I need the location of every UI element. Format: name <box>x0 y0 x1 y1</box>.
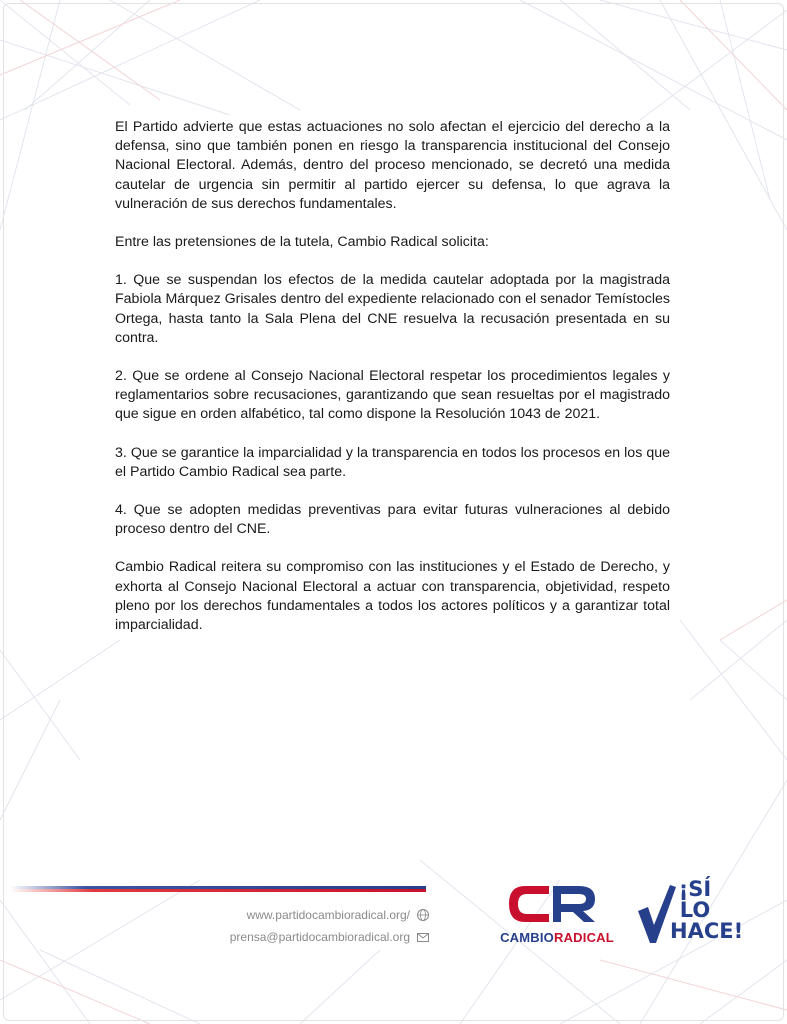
globe-icon <box>416 908 430 922</box>
paragraph-request-1: 1. Que se suspendan los efectos de la medida cautelar adoptada por la magistrada Fabiola Márquez Grisales dentro del expediente relacionado con el senador Temístocles Ortega, hasta tanto la Sala Plena del CNE resuelva la recusación presentada en su contra. <box>115 272 670 346</box>
letter-body <box>115 118 670 654</box>
slogan-badge <box>636 877 744 947</box>
footer-color-bar <box>10 886 426 892</box>
footer-red-stripe <box>10 889 426 892</box>
slogan-line-3: HACE! <box>670 919 744 943</box>
logo-wordmark <box>487 930 627 945</box>
paragraph-request-3: 3. Que se garantice la imparcialidad y la transparencia en todos los procesos en los que el Partido Cambio Radical sea parte. <box>115 444 670 480</box>
paragraph-requests-heading: Entre las pretensiones de la tutela, Cambio Radical solicita: <box>115 234 489 251</box>
email-link[interactable]: prensa@partidocambioradical.org <box>229 930 410 944</box>
paragraph-closing: Cambio Radical reitera su compromiso con las instituciones y el Estado de Derecho, y exhorta al Consejo Nacional Electoral a actuar con transparencia, objetividad, respeto pleno por los derechos fundamentales a todos los actores políticos y a garantizar total imparcialidad. <box>115 559 670 634</box>
email-row[interactable] <box>215 926 430 948</box>
website-link[interactable]: www.partidocambioradical.org/ <box>246 908 410 922</box>
cambio-radical-logo <box>487 880 627 950</box>
cr-monogram <box>487 880 627 930</box>
slogan-line-2: LO <box>679 898 711 922</box>
slogan-text <box>670 877 744 943</box>
logo-word-cambio: CAMBIO <box>500 930 554 945</box>
footer-contact <box>215 904 430 948</box>
paragraph-request-2: 2. Que se ordene al Consejo Nacional Electoral respetar los procedimientos legales y reglamentarios sobre recusaciones, garantizando que sean resueltas por el magistrado que sigue en orden alfabético, tal como dispone la Resolución 1043 de 2021. <box>115 368 670 423</box>
paragraph-intro: El Partido advierte que estas actuaciones no solo afectan el ejercicio del derecho a la defensa, sino que también ponen en riesgo la transparencia institucional del Consejo Nacional Electoral. Además, dentro del proceso mencionado, se decretó una medida cautelar de urgencia sin permitir al partido ejercer su defensa, lo que agrava la vulneración de sus derechos fundamentales. <box>115 119 670 212</box>
paragraph-request-4: 4. Que se adopten medidas preventivas para evitar futuras vulneraciones al debido proceso dentro del CNE. <box>115 502 670 538</box>
envelope-icon <box>416 930 430 944</box>
slogan-line-1: ¡SÍ <box>678 877 712 901</box>
website-row[interactable] <box>215 904 430 926</box>
logo-word-radical: RADICAL <box>554 930 614 945</box>
